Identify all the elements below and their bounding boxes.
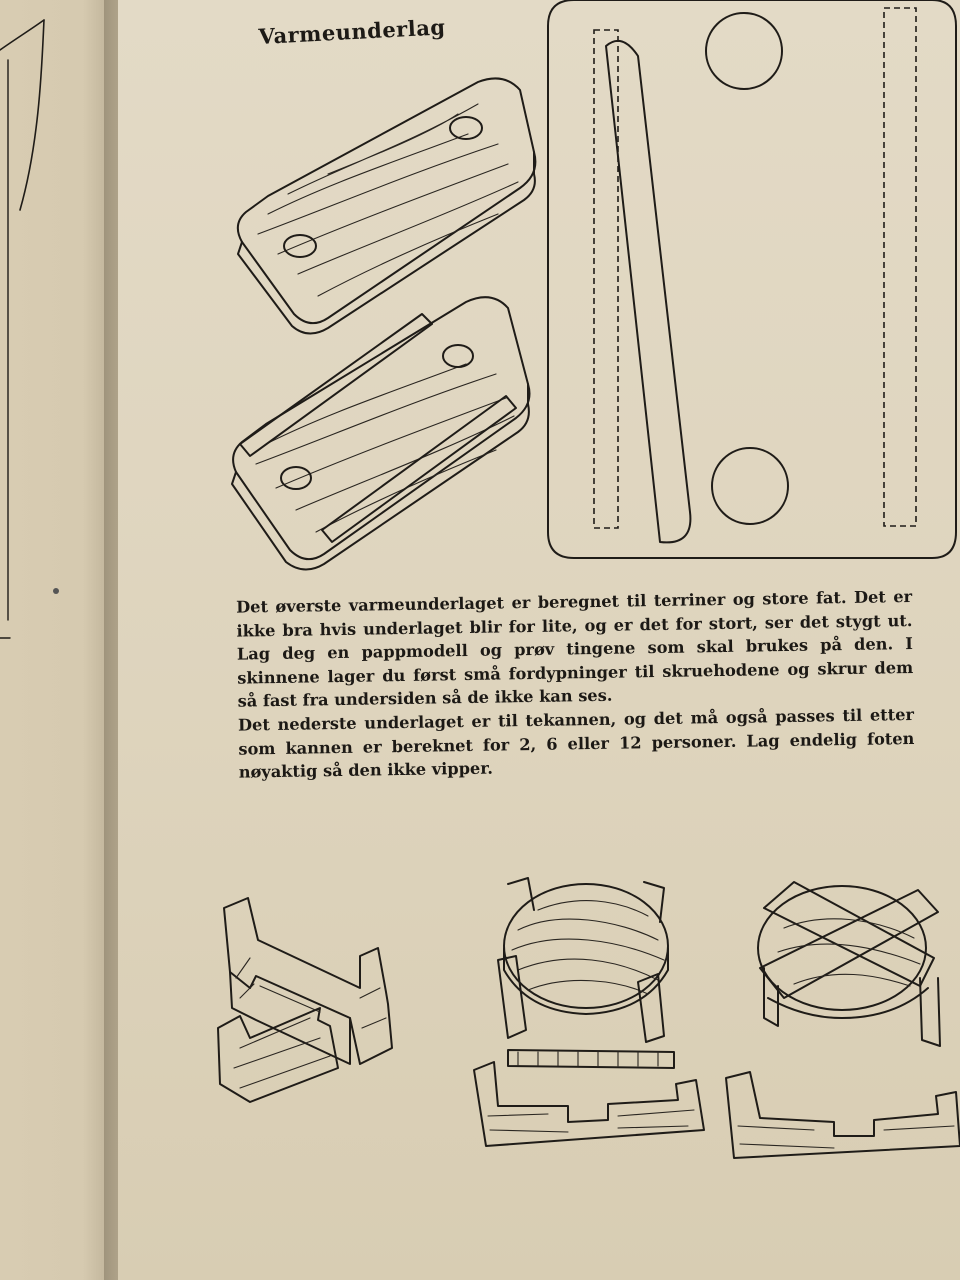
paragraph-2: Det nederste underlaget er til tekannen, og det må også passes til etter som kannen er bereknet for 2, 6 eller 12 personer. Lag endelig foten nøyaktig så den ikke vipper. (237, 704, 915, 782)
board-illustration-bottom (226, 294, 546, 574)
pattern-template (544, 0, 960, 566)
cross-stand-illustration (724, 868, 960, 1158)
body-text (212, 585, 915, 785)
page-mark-dot (53, 588, 59, 594)
page-title: Varmeunderlag (258, 14, 447, 49)
paragraph-1: Det øverste varmeunderlaget er beregnet til terriner og store fat. Det er ikke bra hvis underlaget blir for lite, og er det for stort, ser det stygt ut. Lag deg en pappmodell og prøv tingene som skal brukes på den. I skinnene lager du først små fordypninger til skruehodene og skrur dem så fast fra undersiden så de ikke kan ses. (236, 587, 914, 711)
left-page-drawing (0, 0, 118, 1280)
left-page (0, 0, 118, 1280)
stand-illustration-left (210, 888, 410, 1108)
teapot-stand-illustration (468, 870, 718, 1150)
